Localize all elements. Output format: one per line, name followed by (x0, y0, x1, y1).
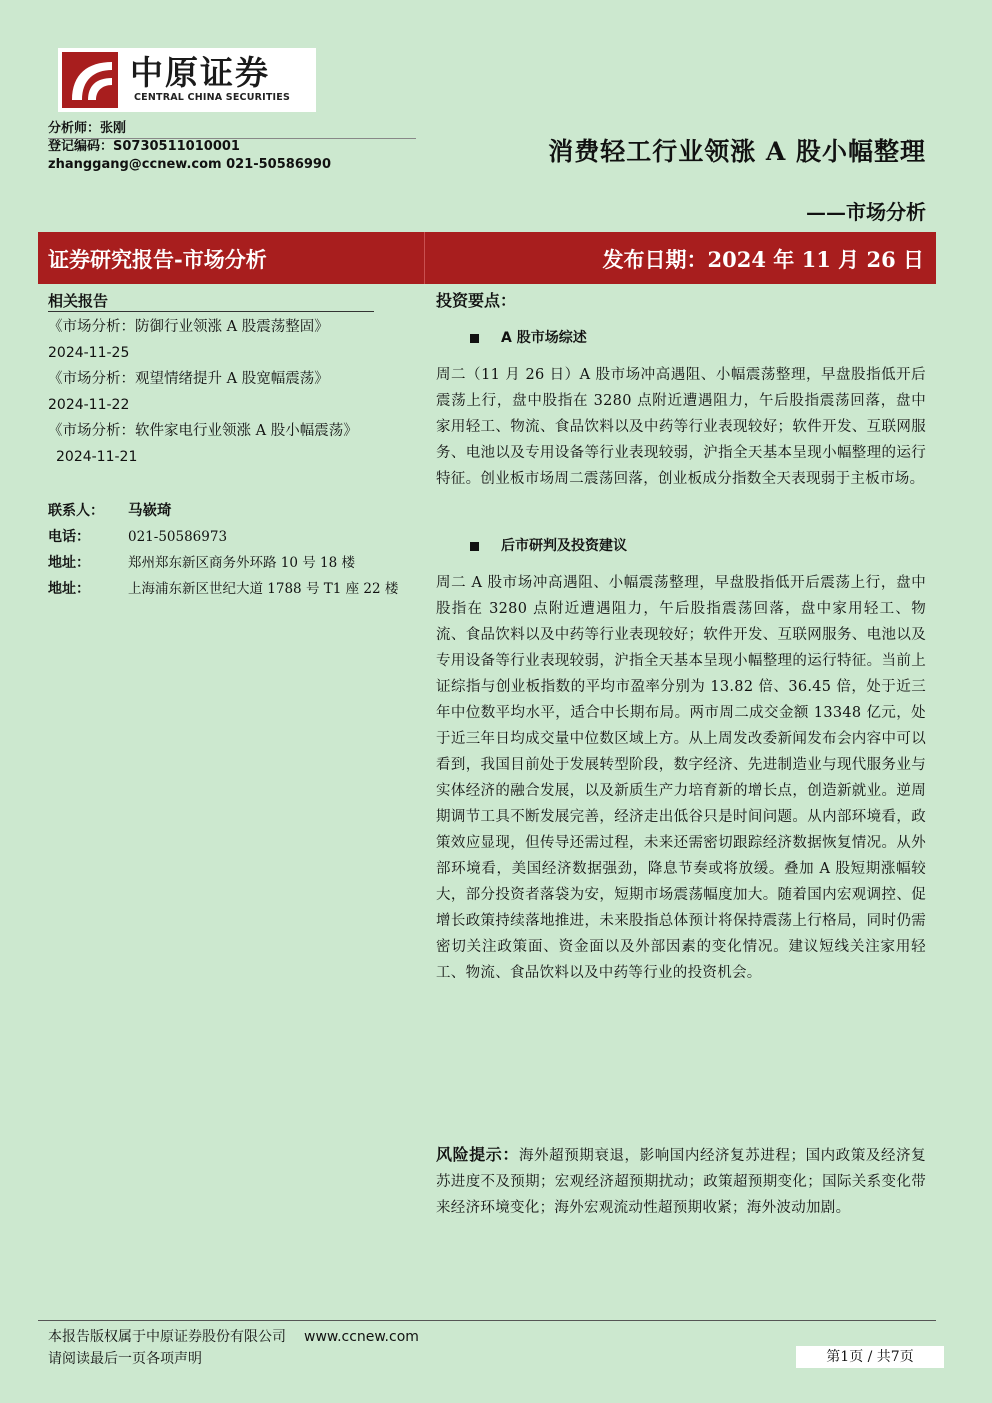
contact-phone-row (48, 524, 398, 550)
analyst-contact: zhanggang@ccnew.com 021-50586990 (48, 157, 331, 172)
report-category: 证券研究报告-市场分析 (48, 247, 267, 272)
contact-address-label: 地址： (48, 555, 90, 571)
related-reports-list (48, 314, 388, 470)
related-report-title[interactable]: 《市场分析：软件家电行业领涨 A 股小幅震荡》 (48, 423, 358, 439)
risk-warning-text: 海外超预期衰退，影响国内经济复苏进程；国内政策及经济复苏进度不及预期；宏观经济超预期扰动；政策超预期变化；国际关系变化带来经济环境变化；海外宏观流动性超预期收紧；海外波动加剧。 (436, 1148, 926, 1216)
contact-person-row (48, 498, 398, 524)
contact-address-zhengzhou: 郑州郑东新区商务外环路 10 号 18 楼 (128, 555, 356, 571)
contact-address-label: 地址： (48, 581, 90, 597)
section-heading-text: 后市研判及投资建议 (501, 538, 627, 554)
square-bullet-icon (470, 334, 479, 343)
banner-divider (424, 232, 425, 284)
section-heading-market-review (470, 327, 587, 347)
footer-divider (38, 1320, 936, 1321)
footer-copyright-row (48, 1326, 419, 1346)
related-report-date: 2024-11-21 (56, 449, 138, 465)
section-heading-text: A 股市场综述 (501, 330, 587, 346)
related-report-item[interactable] (48, 314, 388, 366)
logo-name-en: CENTRAL CHINA SECURITIES (134, 92, 291, 103)
square-bullet-icon (470, 542, 479, 551)
investment-highlights-heading: 投资要点： (436, 291, 517, 310)
footer-website-link[interactable]: www.ccnew.com (304, 1329, 419, 1345)
related-report-title[interactable]: 《市场分析：观望情绪提升 A 股宽幅震荡》 (48, 371, 329, 387)
footer-disclaimer: 请阅读最后一页各项声明 (48, 1351, 202, 1367)
publish-date: 发布日期：2024 年 11 月 26 日 (602, 247, 924, 272)
analyst-info (48, 120, 331, 174)
page-indicator: 第1页 / 共7页 (796, 1346, 944, 1368)
report-banner (38, 232, 936, 284)
contact-person: 马嵚琦 (128, 502, 172, 519)
related-reports-heading: 相关报告 (48, 292, 109, 310)
contact-address-row (48, 550, 398, 576)
report-subtitle: ——市场分析 (806, 200, 926, 224)
contact-info (48, 498, 398, 602)
risk-warning (436, 1142, 926, 1221)
company-logo (58, 48, 316, 112)
related-report-date: 2024-11-22 (48, 397, 130, 413)
logo-name-cn: 中原证券 (130, 53, 270, 92)
contact-phone: 021-50586973 (128, 529, 228, 545)
footer-copyright: 本报告版权属于中原证券股份有限公司 (48, 1329, 286, 1345)
contact-address-row (48, 576, 398, 602)
contact-address-shanghai: 上海浦东新区世纪大道 1788 号 T1 座 22 楼 (128, 581, 399, 597)
section-heading-outlook (470, 535, 627, 555)
analyst-name: 分析师：张刚 (48, 121, 127, 136)
related-divider (48, 311, 374, 312)
report-title: 消费轻工行业领涨 A 股小幅整理 (548, 137, 926, 166)
analyst-registration: 登记编码：S0730511010001 (48, 139, 240, 154)
risk-warning-label: 风险提示： (436, 1145, 519, 1164)
analyst-divider (48, 138, 416, 139)
related-report-date: 2024-11-25 (48, 345, 130, 361)
outlook-paragraph: 周二 A 股市场冲高遇阻、小幅震荡整理，早盘股指低开后震荡上行，盘中股指在 3280 点附近遭遇阻力，午后股指震荡回落，盘中家用轻工、物流、食品饮料以及中药等行业表现较好；软件开发、互联网服务、电池以及专用设备等行业表现较弱，沪指全天基本呈现小幅整理的运行特征。当前上证综指与创业板指数的平均市盈率分别为 13.82 倍、36.45 倍，处于近三年中位数平均水平，适合中长期布局。两市周二成交金额 13348 亿元，处于近三年日均成交量中位数区域上方。从上周发改委新闻发布会内容中可以看到，我国目前处于发展转型阶段，数字经济、先进制造业与现代服务业与实体经济的融合发展，以及新质生产力培育新的增长点，创造新就业。逆周期调节工具不断发展完善，经济走出低谷只是时间问题。从内部环境看，政策效应显现，但传导还需过程，未来还需密切跟踪经济数据恢复情况。从外部环境看，美国经济数据强劲，降息节奏或将放缓。叠加 A 股短期涨幅较大，部分投资者落袋为安，短期市场震荡幅度加大。随着国内宏观调控、促增长政策持续落地推进，未来股指总体预计将保持震荡上行格局，同时仍需密切关注政策面、资金面以及外部因素的变化情况。建议短线关注家用轻工、物流、食品饮料以及中药等行业的投资机会。 (436, 575, 926, 981)
related-report-item[interactable] (48, 418, 388, 470)
logo-mark-icon (62, 52, 118, 108)
market-review-paragraph: 周二（11 月 26 日）A 股市场冲高遇阻、小幅震荡整理，早盘股指低开后震荡上行，盘中股指在 3280 点附近遭遇阻力，午后股指震荡回落，盘中家用轻工、物流、食品饮料以及中药等行业表现较好；软件开发、互联网服务、电池以及专用设备等行业表现较弱，沪指全天基本呈现小幅整理的运行特征。创业板市场周二震荡回落，创业板成分指数全天表现弱于主板市场。 (436, 367, 926, 487)
related-report-title[interactable]: 《市场分析：防御行业领涨 A 股震荡整固》 (48, 319, 329, 335)
related-report-item[interactable] (48, 366, 388, 418)
contact-phone-label: 电话： (48, 529, 90, 545)
contact-person-label: 联系人： (48, 503, 104, 519)
